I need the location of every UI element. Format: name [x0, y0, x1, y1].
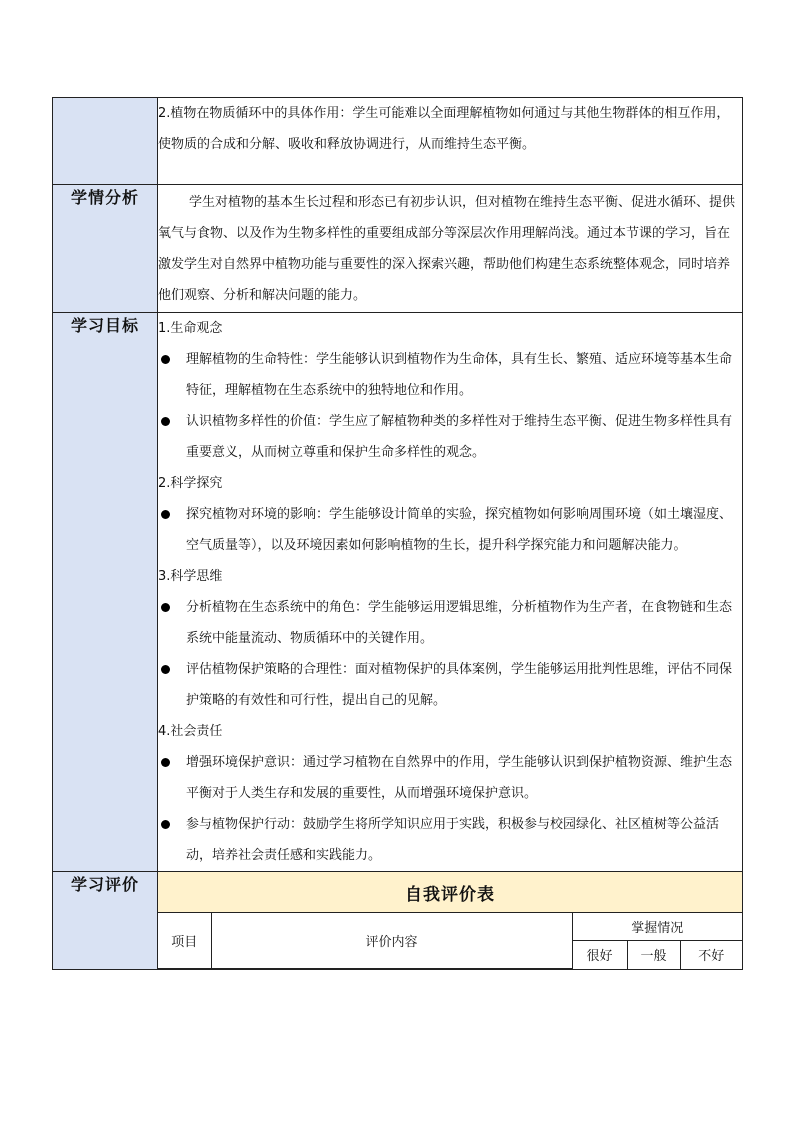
objective-bullet-text: 探究植物对环境的影响：学生能够设计简单的实验，探究植物如何影响周围环境（如土壤湿度、空气质量等），以及环境因素如何影响植物的生长，提升科学探究能力和问题解决能力。: [186, 507, 733, 553]
bullet-dot-icon: [158, 809, 186, 871]
evaluation-label: 学习评价: [53, 872, 158, 970]
evaluation-row: [53, 872, 743, 970]
bullet-dot-icon: [158, 747, 186, 809]
bullet-dot-icon: [158, 592, 186, 654]
continuation-text: 2.植物在物质循环中的具体作用：学生可能难以全面理解植物如何通过与其他生物群体的相互作用，使物质的合成和分解、吸收和释放协调进行，从而维持生态平衡。: [158, 106, 730, 152]
analysis-text: 学生对植物的基本生长过程和形态已有初步认识，但对植物在维持生态平衡、促进水循环、提供氧气与食物、以及作为生物多样性的重要组成部分等深层次作用理解尚浅。通过本节课的学习，旨在激发学生对自然界中植物功能与重要性的深入探索兴趣，帮助他们构建生态系统整体观念，同时培养他们观察、分析和解决问题的能力。: [158, 195, 736, 303]
objective-bullet-text: 参与植物保护行动：鼓励学生将所学知识应用于实践，积极参与校园绿化、社区植树等公益活动，培养社会责任感和实践能力。: [186, 817, 720, 863]
objectives-row: [53, 313, 743, 872]
self-evaluation-title: 自我评价表: [158, 872, 742, 913]
continuation-cell: [158, 98, 743, 185]
analysis-label: 学情分析: [53, 185, 158, 313]
bullet-dot-icon: [158, 654, 186, 716]
bullet-dot-icon: [158, 499, 186, 561]
objective-bullet: [158, 592, 742, 654]
continuation-side-cell: [53, 98, 158, 185]
objective-bullet-text: 认识植物多样性的价值：学生应了解植物种类的多样性对于维持生态平衡、促进生物多样性具有重要意义，从而树立尊重和保护生命多样性的观念。: [186, 414, 733, 460]
objective-bullet-text: 增强环境保护意识：通过学习植物在自然界中的作用，学生能够认识到保护植物资源、维护生态平衡对于人类生存和发展的重要性，从而增强环境保护意识。: [186, 755, 733, 801]
objective-bullet: [158, 809, 742, 871]
objective-heading: 2.科学探究: [158, 476, 223, 491]
bullet-dot-icon: [158, 344, 186, 406]
column-header-item: 项目: [158, 913, 211, 969]
evaluation-cell: [158, 872, 743, 970]
objective-bullet: [158, 344, 742, 406]
self-evaluation-table: [158, 872, 742, 969]
objective-heading: 4.社会责任: [158, 724, 223, 739]
continuation-row: [53, 98, 743, 185]
level-header: 很好: [572, 941, 627, 969]
column-header-content: 评价内容: [211, 913, 572, 969]
objective-bullet: [158, 654, 742, 716]
bullet-dot-icon: [158, 406, 186, 468]
level-header: 一般: [627, 941, 680, 969]
column-header-mastery: 掌握情况: [572, 913, 742, 941]
objective-heading: 1.生命观念: [158, 321, 223, 336]
objective-bullet-text: 理解植物的生命特性：学生能够认识到植物作为生命体，具有生长、繁殖、适应环境等基本生命特征，理解植物在生态系统中的独特地位和作用。: [186, 352, 733, 398]
objective-heading: 3.科学思维: [158, 569, 223, 584]
analysis-row: [53, 185, 743, 313]
objective-bullet: [158, 499, 742, 561]
objectives-cell: [158, 313, 743, 872]
lesson-plan-table: [52, 97, 743, 970]
objective-bullet: [158, 406, 742, 468]
objective-bullet-text: 分析植物在生态系统中的角色：学生能够运用逻辑思维，分析植物作为生产者，在食物链和生态系统中能量流动、物质循环中的关键作用。: [186, 600, 733, 646]
analysis-cell: [158, 185, 743, 313]
objectives-label: 学习目标: [53, 313, 158, 872]
objective-bullet: [158, 747, 742, 809]
objective-bullet-text: 评估植物保护策略的合理性：面对植物保护的具体案例，学生能够运用批判性思维，评估不同保护策略的有效性和可行性，提出自己的见解。: [186, 662, 733, 708]
level-header: 不好: [680, 941, 742, 969]
